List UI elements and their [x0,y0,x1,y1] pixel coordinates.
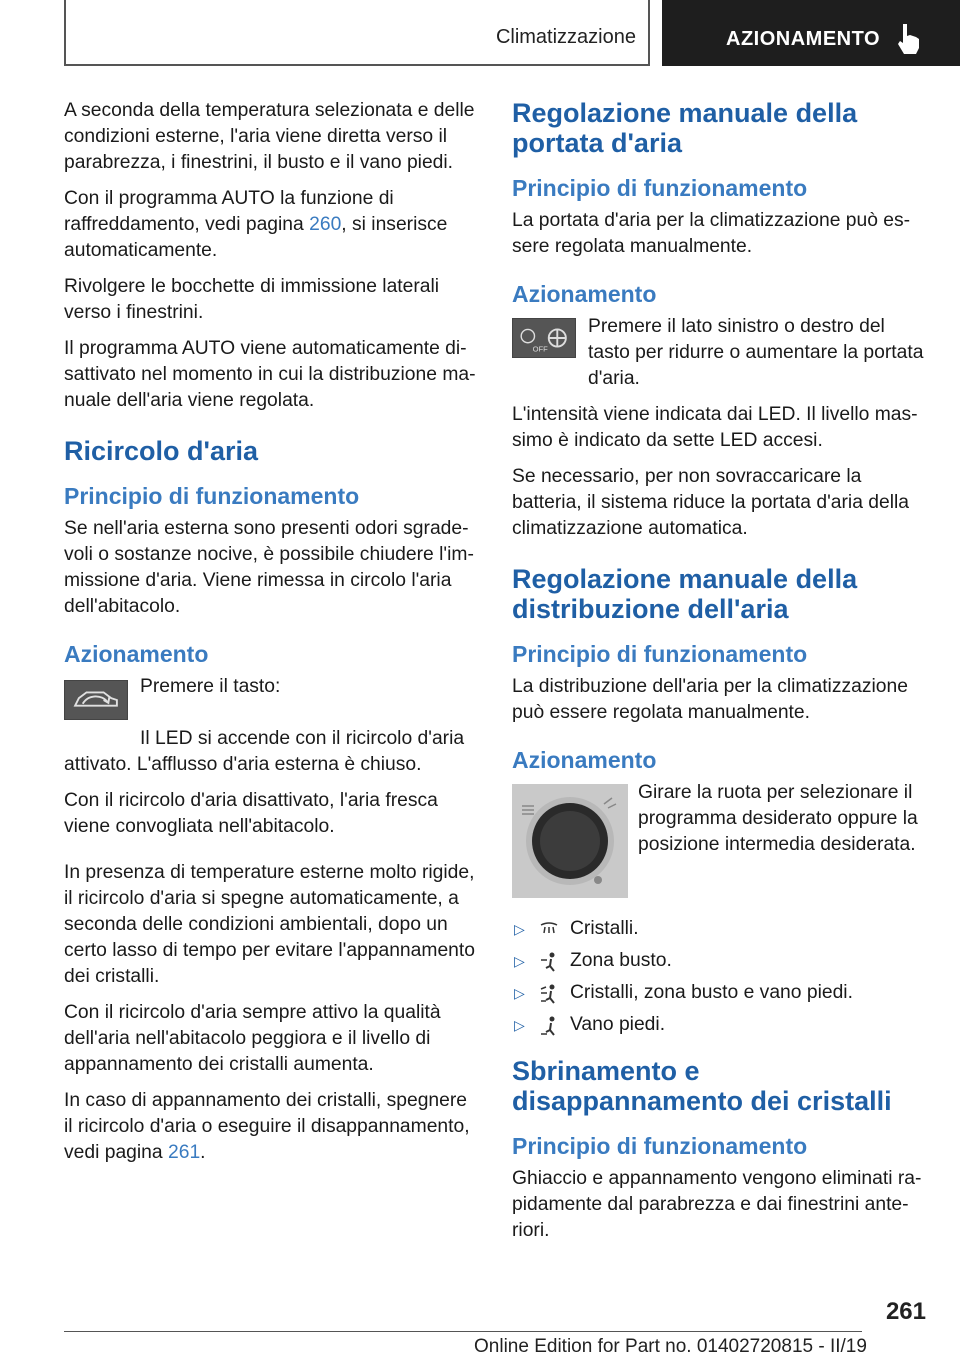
page-link[interactable]: 260 [309,214,342,235]
paragraph: La portata d'aria per la climatizzazione può essere regolata manualmente. [512,210,911,257]
footwell-icon [538,1015,560,1037]
list-item-label: Zona busto. [570,950,672,971]
paragraph: In caso di appannamento dei cristalli, spegnere il ricircolo d'aria o eseguire il disappannamento, vedi pagina 261. [64,1090,470,1163]
paragraph: Rivolgere le bocchette di immissione laterali verso i finestrini. [64,276,440,323]
paragraph: Con il programma AUTO la funzione di raffreddamento, vedi pagina 260, si inserisce automaticamente. [64,188,448,261]
paragraph: Premere il tasto: [140,676,281,697]
list-item [512,916,930,948]
distribution-instruction [512,780,930,902]
footer-rule [64,1331,862,1332]
paragraph: La distribuzione dell'aria per la climatizzazione può essere regolata manualmente. [512,676,908,723]
paragraph: Se necessario, per non sovraccaricare la batteria, il sistema riduce la portata d'aria della climatizzazione automatica. [512,466,910,539]
bullet-triangle-icon: ▷ [514,985,525,1001]
heading-ricircolo: Ricircolo d'aria [64,436,258,466]
pointing-hand-icon [894,22,924,56]
right-column [512,98,930,1254]
paragraph: L'intensità viene indicata dai LED. Il livello massimo è indicato da sette LED accesi. [512,404,918,451]
all-zones-icon [538,983,560,1005]
paragraph: Girare la ruota per selezionare il programma desiderato oppure la posizione intermedia desiderata. [638,782,918,855]
list-item-label: Cristalli, zona busto e vano piedi. [570,982,853,1003]
paragraph: Ghiaccio e appannamento vengono eliminati rapidamente dal parabrezza e dai finestrini anteriori. [512,1168,922,1241]
list-item [512,1012,930,1044]
paragraph: Con il ricircolo d'aria disattivato, l'aria fresca viene convogliata nell'abitacolo. [64,790,438,837]
subheading-principio: Principio di funzionamento [512,175,808,201]
subheading-azionamento: Azionamento [512,281,657,307]
paragraph: Premere il lato sinistro o destro del tasto per ridurre o aumentare la portata d'aria. [588,316,924,389]
subheading-principio: Principio di funzionamento [512,641,808,667]
subheading-principio: Principio di funzionamento [512,1133,808,1159]
paragraph: Con il ricircolo d'aria sempre attivo la qualità dell'aria nell'abitacolo peggiora e il livello di appannamento dei cristalli aumenta. [64,1002,441,1075]
bullet-triangle-icon: ▷ [514,953,525,969]
paragraph: Se nell'aria esterna sono presenti odori sgradevoli o sostanze nocive, è possibile chiudere l'immissione d'aria. Viene rimessa in circolo l'aria dell'abitacolo. [64,518,474,617]
list-item-label: Vano piedi. [570,1014,666,1035]
page-link[interactable]: 261 [168,1142,201,1163]
paragraph: A seconda della temperatura selezionata e delle condizioni esterne, l'aria viene diretta verso il parabrezza, i finestrini, il busto e il vano piedi. [64,100,475,173]
list-item-label: Cristalli. [570,918,639,939]
subheading-azionamento: Azionamento [64,641,209,667]
windshield-icon [538,919,560,941]
fan-speed-button-icon [512,318,576,358]
chapter-title: AZIONAMENTO [726,28,881,50]
air-distribution-knob-icon [512,784,628,898]
list-item [512,948,930,980]
subheading-azionamento: Azionamento [512,747,657,773]
edition-text: Online Edition for Part no. 01402720815 - II/19 [474,1336,867,1357]
subheading-principio: Principio di funzionamento [64,483,360,509]
list-item [512,980,930,1012]
paragraph: Il LED si accende con il ricircolo d'aria attivato. L'afflusso d'aria esterna è chiuso. [64,728,465,775]
svg-text:OFF: OFF [532,344,548,354]
distribution-options-list [512,916,930,1044]
heading-distribuzione: Regolazione manuale della distribuzione dell'aria [512,564,858,624]
header-bottom-rule [64,64,650,66]
recirculation-instruction [64,674,478,726]
paragraph: Il programma AUTO viene automaticamente disattivato nel momento in cui la distribuzione manuale dell'aria viene regolata. [64,338,476,411]
upper-body-icon [538,951,560,973]
recirculation-button-icon [64,680,128,720]
left-column [64,98,478,1176]
fan-instruction [512,314,930,392]
section-title: Climatizzazione [495,26,636,48]
bullet-triangle-icon: ▷ [514,921,525,937]
bullet-triangle-icon: ▷ [514,1017,525,1033]
page-number: 261 [885,1298,926,1325]
paragraph: In presenza di temperature esterne molto rigide, il ricircolo d'aria si spegne automaticamente, a seconda delle condizioni ambientali, dopo un certo lasso di tempo per evitare l'appannamento dei cristalli. [64,862,475,987]
header-separator [648,0,650,66]
heading-portata: Regolazione manuale della portata d'aria [512,98,858,158]
heading-sbrinamento: Sbrinamento e disappannamento dei cristalli [512,1056,892,1116]
header-left-rule [64,0,66,66]
